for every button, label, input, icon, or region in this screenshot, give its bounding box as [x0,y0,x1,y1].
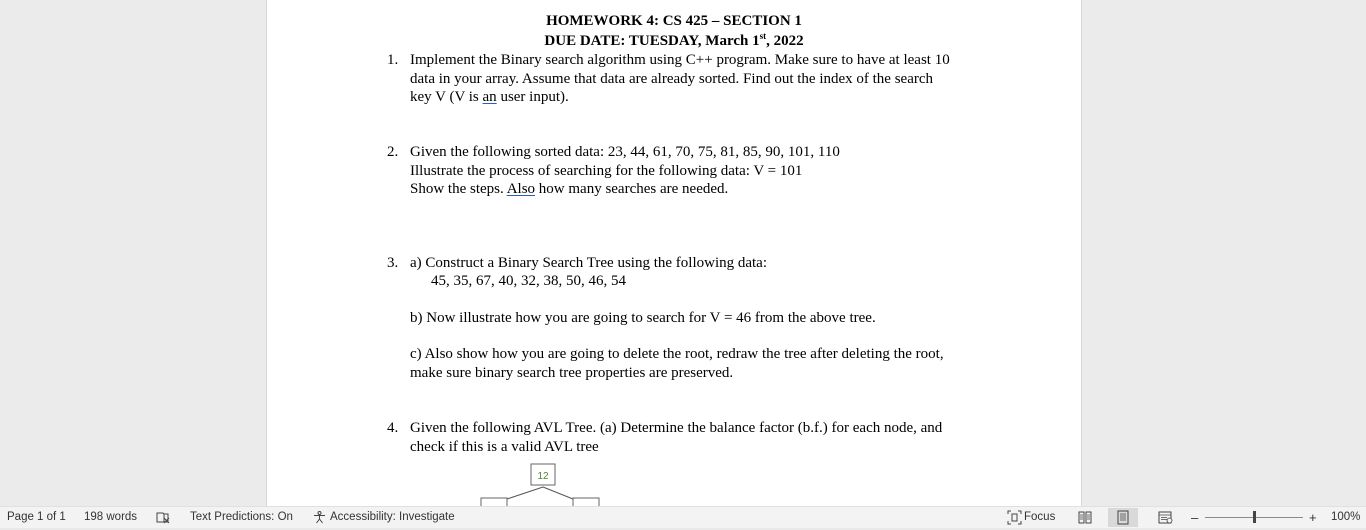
zoom-slider-thumb[interactable] [1253,511,1256,523]
q1-line-1: Implement the Binary search algorithm using C++ program. Make sure to have at least 10 [410,52,950,68]
zoom-in-button[interactable]: + [1309,510,1317,525]
focus-button[interactable]: Focus [1024,511,1056,523]
tree-edge-left [507,487,543,499]
proofing-book-icon[interactable] [155,510,170,525]
doc-due-date: DUE DATE: TUESDAY, March 1st, 2022 [544,31,804,49]
read-mode-icon [1070,508,1100,527]
q1-number: 1. [387,52,399,68]
q1-line-2: data in your array. Assume that data are already sorted. Find out the index of the search [410,70,934,87]
print-layout-icon [1108,508,1138,527]
doc-title: HOMEWORK 4: CS 425 – SECTION 1 [546,13,802,29]
q3-c-line-2: make sure binary search tree properties are preserved. [410,365,734,381]
grammar-flag[interactable]: Also [506,181,536,197]
q2-line-1: Given the following sorted data: 23, 44, 61, 70, 75, 81, 85, 90, 101, 110 [410,144,840,160]
q2-line-3: Show the steps. Also how many searches are needed. [410,181,729,197]
grammar-flag[interactable]: an [482,89,497,105]
read-mode-button[interactable] [1070,508,1100,527]
q4-line-1: Given the following AVL Tree. (a) Determine the balance factor (b.f.) for each node, and [410,420,943,436]
focus-icon[interactable] [1007,510,1022,525]
q1-line-3: key V (V is an user input). [410,89,569,105]
q3-b: b) Now illustrate how you are going to search for V = 46 from the above tree. [410,310,876,326]
accessibility-icon[interactable] [312,510,327,525]
web-layout-icon [1150,508,1180,527]
zoom-out-button[interactable]: – [1191,510,1199,525]
q4-line-2: check if this is a valid AVL tree [410,438,599,455]
page-count[interactable]: Page 1 of 1 [7,511,66,523]
q3-a-line-1: a) Construct a Binary Search Tree using the following data: [410,255,768,271]
word-count[interactable]: 198 words [84,511,138,523]
zoom-level[interactable]: 100% [1331,511,1361,523]
document-page[interactable] [266,0,1082,506]
q2-line-2: Illustrate the process of searching for the following data: V = 101 [410,162,803,179]
tree-node-left [481,498,507,506]
accessibility-status[interactable]: Accessibility: Investigate [330,511,455,523]
q4-number: 4. [387,420,399,436]
web-layout-button[interactable] [1150,508,1180,527]
print-layout-button[interactable] [1108,508,1138,527]
q3-number: 3. [387,255,399,271]
tree-edge-right [543,487,573,499]
tree-node-root-label: 12 [537,471,549,482]
q3-c-line-1: c) Also show how you are going to delete the root, redraw the tree after deleting the root, [410,346,944,362]
avl-tree-diagram[interactable] [477,462,607,506]
text-predictions-status[interactable]: Text Predictions: On [190,511,293,523]
status-bar [0,506,1366,528]
q2-number: 2. [387,144,399,160]
q3-a-data: 45, 35, 67, 40, 32, 38, 50, 46, 54 [431,273,626,289]
tree-node-right [573,498,599,506]
